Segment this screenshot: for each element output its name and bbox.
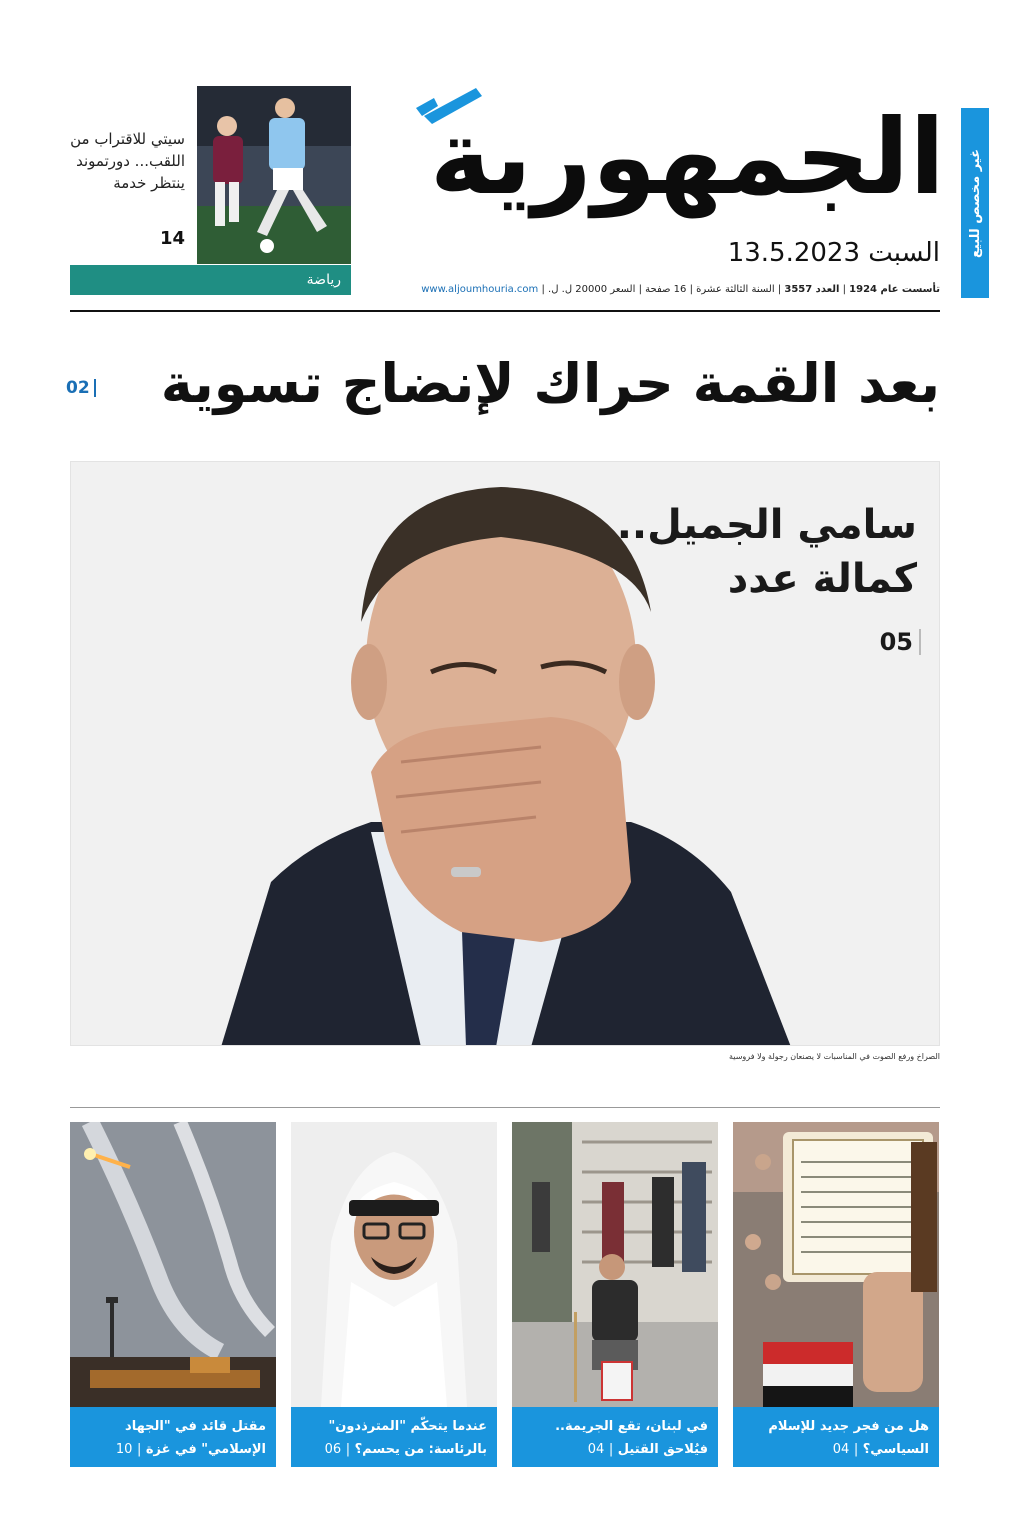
story-photo xyxy=(512,1122,718,1407)
sports-section-label[interactable]: رياضة xyxy=(70,265,351,295)
issue-date: السبت 13.5.2023 xyxy=(727,238,940,268)
separator: | xyxy=(136,1442,142,1457)
page-ref-divider xyxy=(94,379,96,397)
headline-page-ref xyxy=(66,378,96,398)
newspaper-logo[interactable]: الجمهورية xyxy=(429,96,945,218)
story-photo xyxy=(733,1122,939,1407)
story-card[interactable] xyxy=(512,1122,718,1467)
main-story-title-line2: كمالة عدد xyxy=(727,556,917,602)
story-headline[interactable] xyxy=(291,1407,497,1467)
sports-teaser-text[interactable]: سيتي للاقتراب من اللقب... دورتموند ينتظر خدمة xyxy=(70,130,185,192)
story-card[interactable] xyxy=(291,1122,497,1467)
story-title: في لبنان، تقع الجريمة.. فيُلاحق القتيل xyxy=(555,1419,708,1457)
price: السعر 20000 ل. ل. xyxy=(548,284,636,295)
main-story-title-line1: سامي الجميل.. xyxy=(616,502,917,548)
page-count: 16 صفحة xyxy=(645,284,687,295)
masthead-info xyxy=(372,284,940,295)
story-headline[interactable] xyxy=(512,1407,718,1467)
story-card[interactable] xyxy=(733,1122,939,1467)
main-headline[interactable]: بعد القمة حراك لإنضاج تسوية xyxy=(160,352,940,415)
story-card[interactable] xyxy=(70,1122,276,1467)
story-page-number: 10 xyxy=(115,1442,133,1457)
story-title: عندما يتحكّم "المترذدون" بالرئاسة: من يحسم؟ xyxy=(328,1419,487,1457)
founded-year: تأسست عام 1924 xyxy=(849,284,940,295)
story-title: هل من فجر جديد للإسلام السياسي؟ xyxy=(768,1419,929,1457)
separator: | xyxy=(777,284,782,295)
story-page-number: 06 xyxy=(324,1442,342,1457)
main-story-title[interactable] xyxy=(557,498,917,606)
main-story-page-number: 05 xyxy=(879,628,913,656)
story-page-number: 04 xyxy=(587,1442,605,1457)
masthead-divider xyxy=(70,310,940,312)
separator: | xyxy=(638,284,642,295)
separator: | xyxy=(689,284,693,295)
story-photo xyxy=(70,1122,276,1407)
sports-page-number: 14 xyxy=(159,228,185,249)
main-story-page-ref xyxy=(880,628,921,656)
separator: | xyxy=(608,1442,614,1457)
story-headline[interactable] xyxy=(70,1407,276,1467)
story-photo xyxy=(291,1122,497,1407)
separator: | xyxy=(842,284,846,295)
photo-caption: الصراخ ورفع الصوت في المناسبات لا يصنعان رجولة ولا فروسية xyxy=(729,1052,940,1061)
website-link[interactable]: www.aljoumhouria.com xyxy=(421,284,539,295)
not-for-sale-tag xyxy=(961,108,989,298)
separator: | xyxy=(541,284,545,295)
separator: | xyxy=(853,1442,859,1457)
main-story-photo[interactable] xyxy=(70,461,940,1046)
sports-photo[interactable] xyxy=(197,86,351,264)
separator: | xyxy=(345,1442,351,1457)
story-page-number: 04 xyxy=(832,1442,850,1457)
issue-number: العدد 3557 xyxy=(784,284,840,295)
story-title: مقتل قائد في "الجهاد الإسلامي" في غزة xyxy=(125,1419,266,1457)
not-for-sale-label: غير مخصص للبيع xyxy=(967,148,983,258)
page-ref-divider xyxy=(919,629,921,655)
story-headline[interactable] xyxy=(733,1407,939,1467)
headline-page-number: 02 xyxy=(66,378,90,398)
publication-year: السنة الثالثة عشرة xyxy=(696,284,775,295)
section-divider xyxy=(70,1107,940,1108)
